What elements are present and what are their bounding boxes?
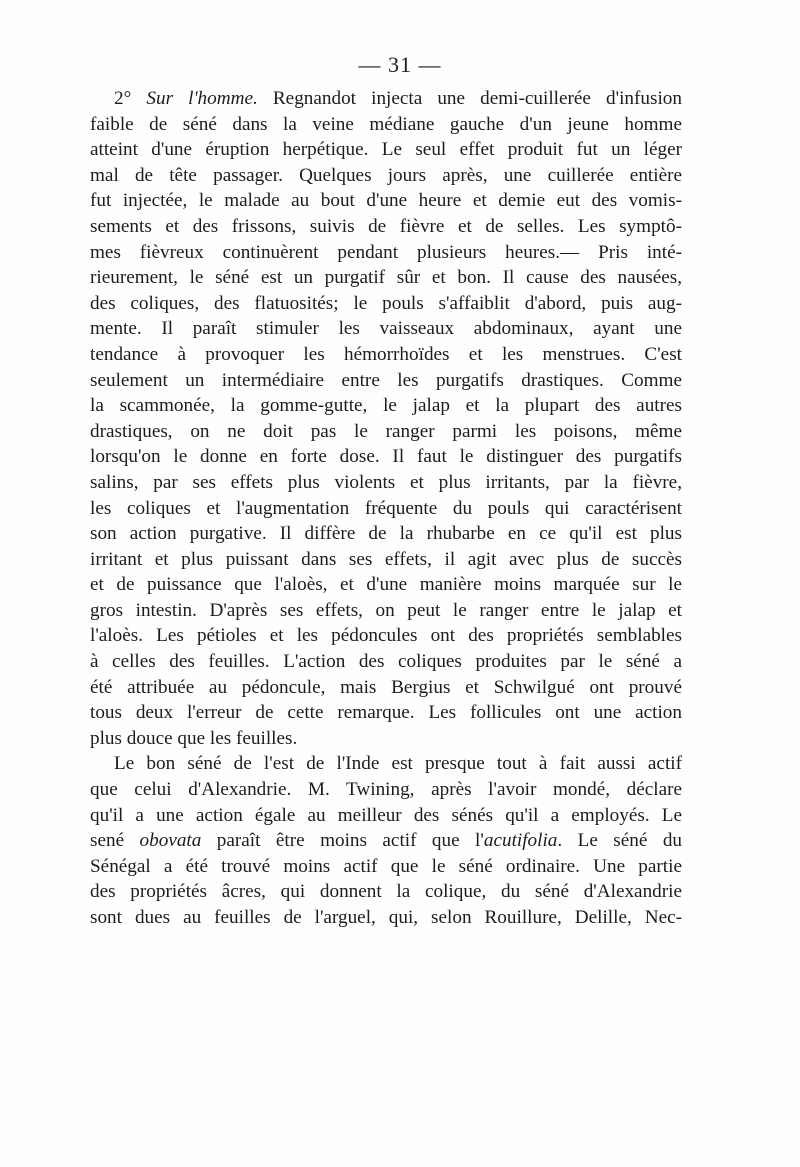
text-line: rieurement, le séné est un purgatif sûr et bon. Il cause des nausées,: [90, 267, 682, 289]
text-line: tendance à provoquer les hémorrhoïdes et les menstrues. C'est: [90, 343, 682, 365]
text-line: que celui d'Alexandrie. M. Twining, après l'avoir mondé, déclare: [90, 779, 682, 801]
text-line: faible de séné dans la veine médiane gauche d'un jeune homme: [90, 113, 682, 135]
text-line: [90, 86, 682, 112]
text-line: Sénégal a été trouvé moins actif que le séné ordinaire. Une partie: [90, 855, 682, 877]
text-line: plus douce que les feuilles.: [90, 727, 298, 749]
italic-phrase: obovata: [139, 830, 202, 852]
text-line: la scammonée, la gomme-gutte, le jalap et la plupart des autres: [90, 395, 682, 417]
italic-phrase: Sur l'homme.: [146, 88, 258, 109]
italic-phrase: acutifolia: [483, 830, 558, 852]
text-line: gros intestin. D'après ses effets, on peut le ranger entre le jalap et: [90, 599, 682, 621]
text-line: irritant et plus puissant dans ses effets, il agit avec plus de succès: [90, 548, 682, 570]
text-line: tous deux l'erreur de cette remarque. Les follicules ont une action: [90, 702, 682, 724]
text-segment: . Le séné du: [557, 830, 683, 852]
text-line: mes fièvreux continuèrent pendant plusieurs heures.— Pris inté-: [90, 241, 682, 263]
text-line: son action purgative. Il diffère de la rhubarbe en ce qu'il est plus: [90, 523, 682, 545]
text-line: lorsqu'on le donne en forte dose. Il faut le distinguer des purgatifs: [90, 446, 682, 468]
text-line: atteint d'une éruption herpétique. Le seul effet produit fut un léger: [90, 139, 682, 161]
text-line: salins, par ses effets plus violents et plus irritants, par la fièvre,: [90, 471, 682, 493]
text-line: mal de tête passager. Quelques jours après, une cuillerée entière: [90, 164, 682, 186]
text-line: et de puissance que l'aloès, et d'une manière moins marquée sur le: [90, 574, 682, 596]
text-line: l'aloès. Les pétioles et les pédoncules ont des propriétés semblables: [90, 625, 682, 647]
text-line: [90, 828, 682, 854]
text-line: qu'il a une action égale au meilleur des sénés qu'il a employés. Le: [90, 804, 682, 826]
text-segment: 2°: [114, 88, 147, 109]
text-segment: paraît être moins actif que l': [201, 830, 484, 852]
paragraph-1: [90, 86, 682, 751]
text-line: des propriétés âcres, qui donnent la colique, du séné d'Alexandrie: [90, 881, 682, 903]
body-text: [90, 86, 682, 931]
text-segment: sené: [90, 830, 140, 852]
paragraph-2: [90, 751, 682, 930]
text-line: des coliques, des flatuosités; le pouls s'affaiblit d'abord, puis aug-: [90, 292, 682, 314]
text-line: fut injectée, le malade au bout d'une heure et demie eut des vomis-: [90, 190, 682, 212]
text-line: sont dues au feuilles de l'arguel, qui, selon Rouillure, Delille, Nec-: [90, 907, 682, 928]
text-line: Le bon séné de l'est de l'Inde est presque tout à fait aussi actif: [114, 753, 682, 775]
page-number: — 31 —: [358, 52, 442, 77]
text-line: les coliques et l'augmentation fréquente du pouls qui caractérisent: [90, 497, 682, 519]
text-line: été attribuée au pédoncule, mais Bergius et Schwilgué ont prouvé: [90, 676, 682, 698]
text-line: drastiques, on ne doit pas le ranger parmi les poisons, même: [90, 420, 682, 442]
text-line: à celles des feuilles. L'action des coliques produites par le séné a: [90, 651, 682, 673]
text-line: seulement un intermédiaire entre les purgatifs drastiques. Comme: [90, 369, 682, 391]
text-segment: Regnandot injecta une demi-cuillerée d'infusion: [257, 88, 682, 109]
text-line: sements et des frissons, suivis de fièvre et de selles. Les symptô-: [90, 215, 682, 237]
text-line: mente. Il paraît stimuler les vaisseaux abdominaux, ayant une: [90, 318, 682, 340]
